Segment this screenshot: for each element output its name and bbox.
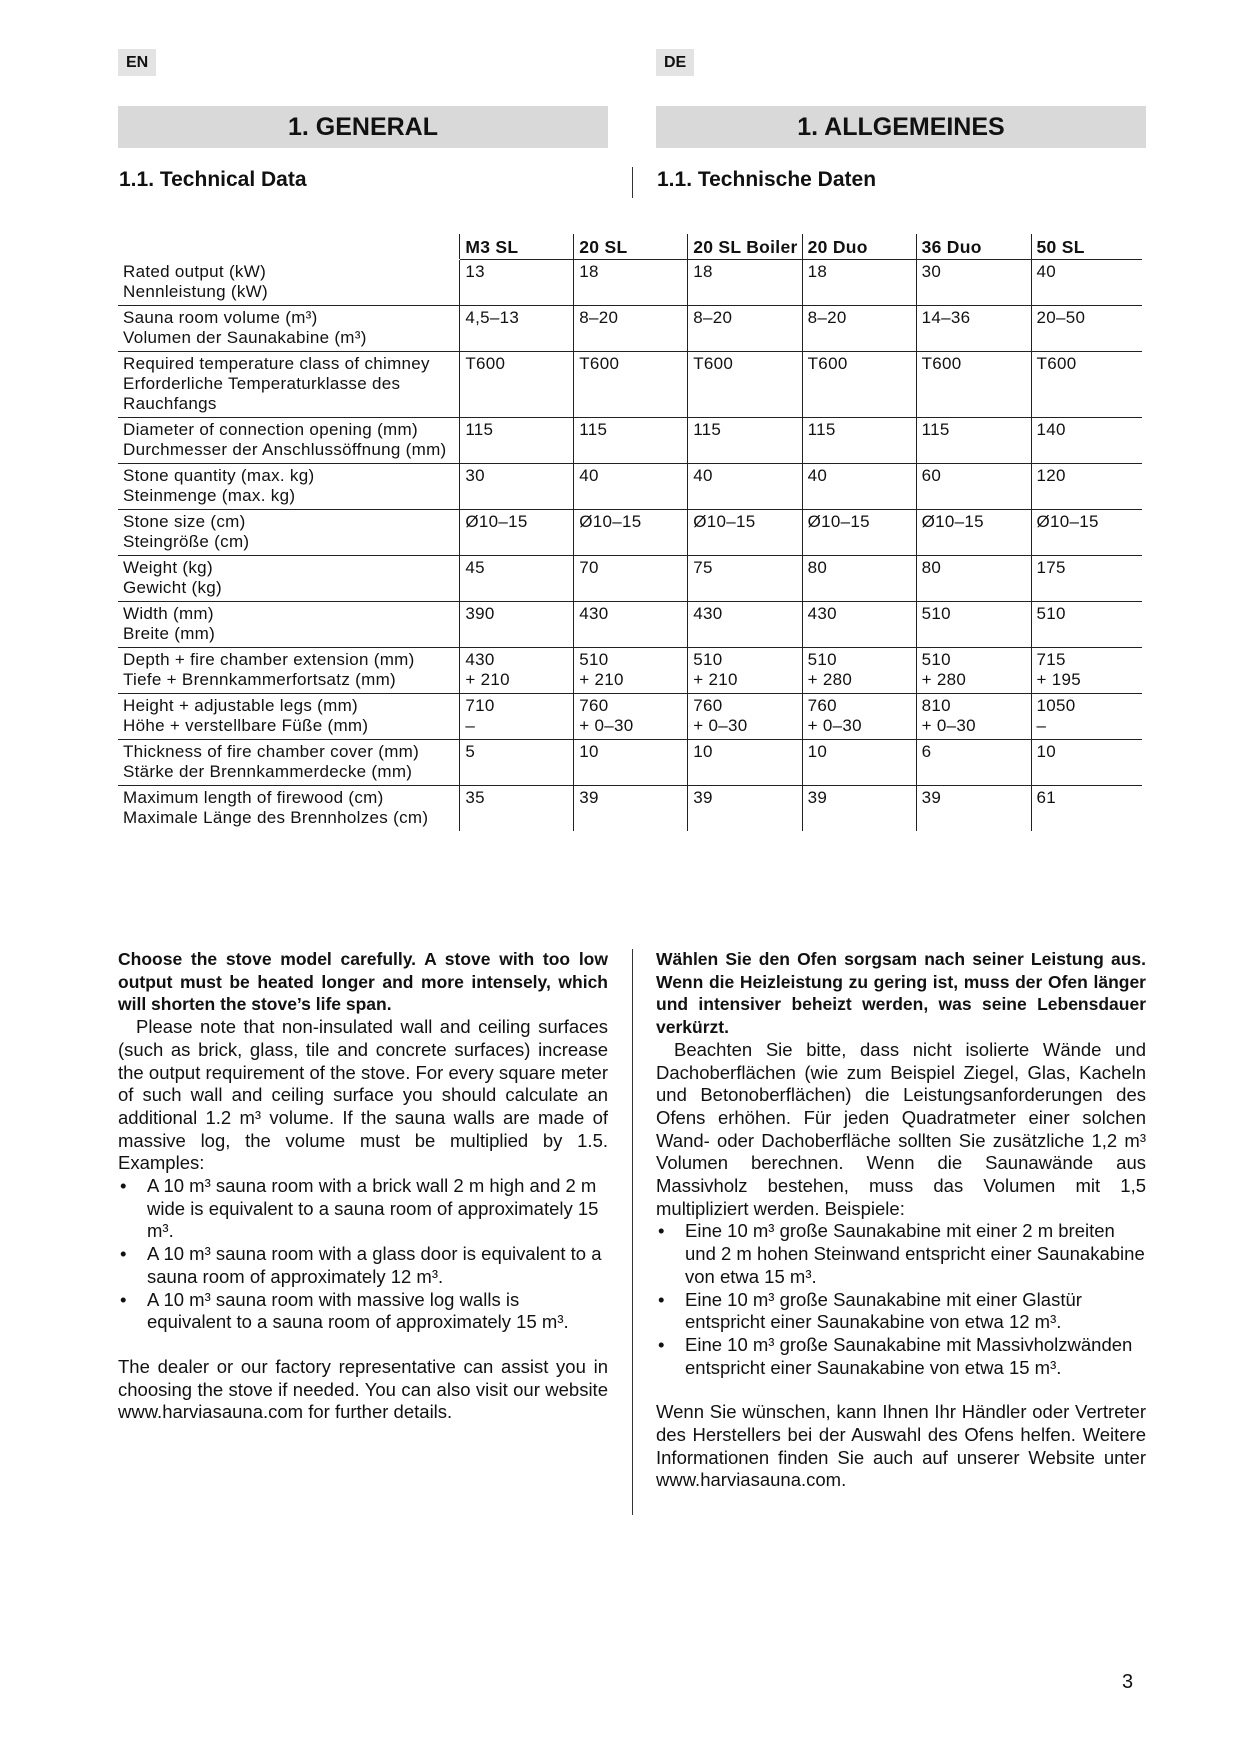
list-item — [656, 1289, 1146, 1334]
cell-line: 810 — [921, 696, 951, 715]
dealer-note-en: The dealer or our factory representative can assist you in choosing the stove if needed. You can also visit our website www.harviasauna.com for further details. — [118, 1355, 608, 1423]
table-cell: 14–36 — [916, 306, 1031, 352]
table-cell — [802, 694, 916, 740]
row-label — [118, 352, 460, 418]
table-cell: 140 — [1031, 418, 1142, 464]
column-header: 20 SL — [574, 234, 688, 260]
row-label-de: Erforderliche Temperaturklasse des Rauchfangs — [123, 374, 401, 413]
row-label-en: Thickness of fire chamber cover (mm) — [123, 742, 420, 761]
dealer-note-de: Wenn Sie wünschen, kann Ihnen Ihr Händler oder Vertreter des Herstellers bei der Auswahl des Ofens helfen. Weitere Informationen finden Sie auch auf unserer Website unter www.harviasauna.com. — [656, 1401, 1146, 1491]
cell-line: + 195 — [1036, 670, 1082, 689]
table-cell: Ø10–15 — [574, 510, 688, 556]
table-cell: T600 — [688, 352, 802, 418]
row-label — [118, 694, 460, 740]
list-item — [118, 1175, 608, 1243]
table-row — [118, 352, 1142, 418]
cell-line: 510 — [693, 650, 723, 669]
bullet-icon: • — [120, 1243, 127, 1265]
row-label-en: Weight (kg) — [123, 558, 213, 577]
column-header: 36 Duo — [916, 234, 1031, 260]
table-cell: 40 — [574, 464, 688, 510]
table-cell — [574, 694, 688, 740]
table-cell: Ø10–15 — [802, 510, 916, 556]
table-cell: 13 — [460, 260, 574, 306]
cell-line: + 210 — [693, 670, 738, 689]
bullet-icon: • — [658, 1220, 665, 1242]
table-row — [118, 464, 1142, 510]
table-cell: 35 — [460, 786, 574, 832]
header-cell-blank — [118, 234, 460, 260]
bullet-icon: • — [658, 1288, 665, 1310]
column-header: 50 SL — [1031, 234, 1142, 260]
column-divider-bottom — [632, 949, 633, 1515]
table-cell: 8–20 — [574, 306, 688, 352]
table-cell: T600 — [460, 352, 574, 418]
table-cell — [916, 694, 1031, 740]
english-text-column — [118, 948, 608, 1424]
row-label — [118, 464, 460, 510]
table-cell: 430 — [574, 602, 688, 648]
table-cell: 115 — [916, 418, 1031, 464]
table-cell: 8–20 — [688, 306, 802, 352]
body-paragraph-de: Beachten Sie bitte, dass nicht isolierte Wände und Dachoberflächen (wie zum Beispiel Ziegel, Glas, Kacheln und Betonoberflächen) die Leistungsanforderungen des Ofens erhöhen. Für jeden Quadratmeter einer solchen Wand- oder Dachoberfläche sollten Sie zusätzliche 1,2 m³ Volumen berechnen. Wenn die Saunawände aus Massivholz bestehen, muss das Volumen mit 1,5 multipliziert werden. Beispiele: — [656, 1038, 1146, 1219]
table-cell: 45 — [460, 556, 574, 602]
table-cell: 61 — [1031, 786, 1142, 832]
table-cell: 40 — [688, 464, 802, 510]
row-label-de: Maximale Länge des Brennholzes (cm) — [123, 808, 429, 827]
column-header: M3 SL — [460, 234, 574, 260]
row-label-de: Breite (mm) — [123, 624, 216, 643]
table-cell: T600 — [1031, 352, 1142, 418]
row-label-en: Maximum length of firewood (cm) — [123, 788, 384, 807]
table-cell: 40 — [802, 464, 916, 510]
table-cell: Ø10–15 — [1031, 510, 1142, 556]
cell-line: + 0–30 — [579, 716, 634, 735]
table-row — [118, 556, 1142, 602]
cell-line: 715 — [1036, 650, 1066, 669]
table-cell — [1031, 694, 1142, 740]
section-title-en: 1. GENERAL — [118, 106, 608, 148]
list-item-text: A 10 m³ sauna room with massive log walls is equivalent to a sauna room of approximately 15 m³. — [147, 1288, 569, 1333]
table-cell: 40 — [1031, 260, 1142, 306]
table-cell — [460, 648, 574, 694]
table-cell: 430 — [802, 602, 916, 648]
examples-list-de — [656, 1220, 1146, 1379]
table-cell: 390 — [460, 602, 574, 648]
row-label-en: Diameter of connection opening (mm) — [123, 420, 418, 439]
row-label-de: Durchmesser der Anschlussöffnung (mm) — [123, 440, 447, 459]
row-label — [118, 602, 460, 648]
cell-line: – — [465, 716, 476, 735]
row-label-en: Depth + fire chamber extension (mm) — [123, 650, 415, 669]
row-label — [118, 260, 460, 306]
list-item-text: A 10 m³ sauna room with a glass door is equivalent to a sauna room of approximately 12 m³. — [147, 1243, 602, 1287]
cell-line: 430 — [465, 650, 495, 669]
language-tag-en: EN — [118, 49, 156, 76]
column-header: 20 SL Boiler — [688, 234, 802, 260]
table-cell: 6 — [916, 740, 1031, 786]
row-label-en: Required temperature class of chimney — [123, 354, 430, 373]
table-cell: Ø10–15 — [688, 510, 802, 556]
row-label-de: Tiefe + Brennkammerfortsatz (mm) — [123, 670, 396, 689]
row-label-de: Volumen der Saunakabine (m³) — [123, 328, 367, 347]
table-cell: T600 — [574, 352, 688, 418]
table-cell: Ø10–15 — [460, 510, 574, 556]
cell-line: + 280 — [807, 670, 853, 689]
table-cell: 510 — [1031, 602, 1142, 648]
cell-line: 760 — [807, 696, 837, 715]
table-row — [118, 510, 1142, 556]
list-item-text: Eine 10 m³ große Saunakabine mit einer 2 m breiten und 2 m hohen Steinwand entspricht einer Saunakabine von etwa 15 m³. — [685, 1220, 1145, 1287]
table-cell — [802, 648, 916, 694]
page-number: 3 — [1122, 1671, 1134, 1693]
table-cell: Ø10–15 — [916, 510, 1031, 556]
section-title-de: 1. ALLGEMEINES — [656, 106, 1146, 148]
table-cell: T600 — [802, 352, 916, 418]
table-cell: 115 — [688, 418, 802, 464]
table-cell: 70 — [574, 556, 688, 602]
examples-list-en — [118, 1175, 608, 1334]
row-label-en: Rated output (kW) — [123, 262, 267, 281]
cell-line: 760 — [693, 696, 723, 715]
row-label — [118, 786, 460, 832]
row-label — [118, 510, 460, 556]
row-label-de: Gewicht (kg) — [123, 578, 223, 597]
cell-line: 760 — [579, 696, 609, 715]
row-label-de: Höhe + verstellbare Füße (mm) — [123, 716, 369, 735]
table-cell: 10 — [574, 740, 688, 786]
row-label-en: Width (mm) — [123, 604, 214, 623]
intro-warning-de: Wählen Sie den Ofen sorgsam nach seiner Leistung aus. Wenn die Heizleistung zu gering ist, muss der Ofen länger und intensiver beheizt werden, was seine Lebensdauer verkürzt. — [656, 949, 1146, 1038]
table-cell — [574, 648, 688, 694]
table-cell: T600 — [916, 352, 1031, 418]
column-divider-top — [632, 167, 633, 198]
table-row — [118, 602, 1142, 648]
table-cell: 4,5–13 — [460, 306, 574, 352]
bullet-icon: • — [120, 1288, 127, 1310]
row-label — [118, 556, 460, 602]
row-label — [118, 306, 460, 352]
table-cell: 8–20 — [802, 306, 916, 352]
technical-data-table — [118, 234, 1142, 831]
list-item-text: Eine 10 m³ große Saunakabine mit einer Glastür entspricht einer Saunakabine von etwa 12 m³. — [685, 1288, 1082, 1333]
row-label-de: Steinmenge (max. kg) — [123, 486, 296, 505]
table-row — [118, 694, 1142, 740]
row-label-en: Stone size (cm) — [123, 512, 246, 531]
list-item — [118, 1243, 608, 1288]
table-row — [118, 740, 1142, 786]
table-cell: 80 — [916, 556, 1031, 602]
row-label-en: Stone quantity (max. kg) — [123, 466, 315, 485]
table-cell: 120 — [1031, 464, 1142, 510]
bullet-icon: • — [658, 1333, 665, 1355]
table-cell: 115 — [802, 418, 916, 464]
cell-line: + 210 — [579, 670, 624, 689]
table-row — [118, 418, 1142, 464]
bullet-icon: • — [120, 1175, 127, 1197]
table-cell: 80 — [802, 556, 916, 602]
table-cell: 18 — [802, 260, 916, 306]
cell-line: + 280 — [921, 670, 967, 689]
cell-line: 510 — [579, 650, 609, 669]
cell-line: + 0–30 — [693, 716, 748, 735]
table-cell — [688, 648, 802, 694]
table-cell: 115 — [574, 418, 688, 464]
table-cell: 10 — [688, 740, 802, 786]
table-cell: 75 — [688, 556, 802, 602]
table-cell — [460, 694, 574, 740]
subsection-title-en: 1.1. Technical Data — [119, 168, 307, 191]
cell-line: + 210 — [465, 670, 510, 689]
cell-line: + 0–30 — [921, 716, 976, 735]
table-cell: 39 — [574, 786, 688, 832]
cell-line: 510 — [807, 650, 837, 669]
table-cell: 30 — [916, 260, 1031, 306]
cell-line: 510 — [921, 650, 951, 669]
list-item — [656, 1220, 1146, 1288]
table-row — [118, 260, 1142, 306]
cell-line: + 0–30 — [807, 716, 862, 735]
table-header-row — [118, 234, 1142, 260]
german-text-column — [656, 948, 1146, 1492]
table-cell: 115 — [460, 418, 574, 464]
table-cell: 510 — [916, 602, 1031, 648]
table-cell: 39 — [916, 786, 1031, 832]
cell-line: 710 — [465, 696, 495, 715]
list-item — [118, 1289, 608, 1334]
intro-warning-en: Choose the stove model carefully. A stove with too low output must be heated longer and more intensely, which will shorten the stove’s life span. — [118, 949, 608, 1015]
table-cell: 20–50 — [1031, 306, 1142, 352]
subsection-title-de: 1.1. Technische Daten — [657, 168, 877, 191]
row-label — [118, 740, 460, 786]
body-paragraph-en: Please note that non-insulated wall and ceiling surfaces (such as brick, glass, tile and concrete surfaces) increase the output requirement of the stove. For every square meter of such wall and ceiling surface you should calculate an additional 1.2 m³ volume. If the sauna walls are made of massive log, the volume must be multiplied by 1.5. Examples: — [118, 1016, 608, 1174]
list-item — [656, 1334, 1146, 1379]
cell-line: – — [1036, 716, 1047, 735]
row-label — [118, 648, 460, 694]
row-label-de: Steingröße (cm) — [123, 532, 250, 551]
list-item-text: Eine 10 m³ große Saunakabine mit Massivholzwänden entspricht einer Saunakabine von etwa 15 m³. — [685, 1333, 1133, 1378]
table-body — [118, 260, 1142, 832]
table-cell: 18 — [574, 260, 688, 306]
row-label — [118, 418, 460, 464]
list-item-text: A 10 m³ sauna room with a brick wall 2 m high and 2 m wide is equivalent to a sauna room of approximately 15 m³. — [147, 1175, 599, 1242]
table-row — [118, 648, 1142, 694]
column-header: 20 Duo — [802, 234, 916, 260]
table-cell: 10 — [1031, 740, 1142, 786]
table-cell: 18 — [688, 260, 802, 306]
table-cell: 39 — [688, 786, 802, 832]
table-row — [118, 786, 1142, 832]
row-label-en: Height + adjustable legs (mm) — [123, 696, 358, 715]
table-cell — [1031, 648, 1142, 694]
table-cell: 175 — [1031, 556, 1142, 602]
row-label-de: Stärke der Brennkammerdecke (mm) — [123, 762, 413, 781]
table-cell: 430 — [688, 602, 802, 648]
table-row — [118, 306, 1142, 352]
row-label-en: Sauna room volume (m³) — [123, 308, 318, 327]
language-tag-de: DE — [656, 49, 694, 76]
table-cell: 60 — [916, 464, 1031, 510]
table-cell: 39 — [802, 786, 916, 832]
table-cell: 10 — [802, 740, 916, 786]
table-cell: 5 — [460, 740, 574, 786]
row-label-de: Nennleistung (kW) — [123, 282, 268, 301]
table-cell — [916, 648, 1031, 694]
cell-line: 1050 — [1036, 696, 1076, 715]
table-cell: 30 — [460, 464, 574, 510]
table-cell — [688, 694, 802, 740]
